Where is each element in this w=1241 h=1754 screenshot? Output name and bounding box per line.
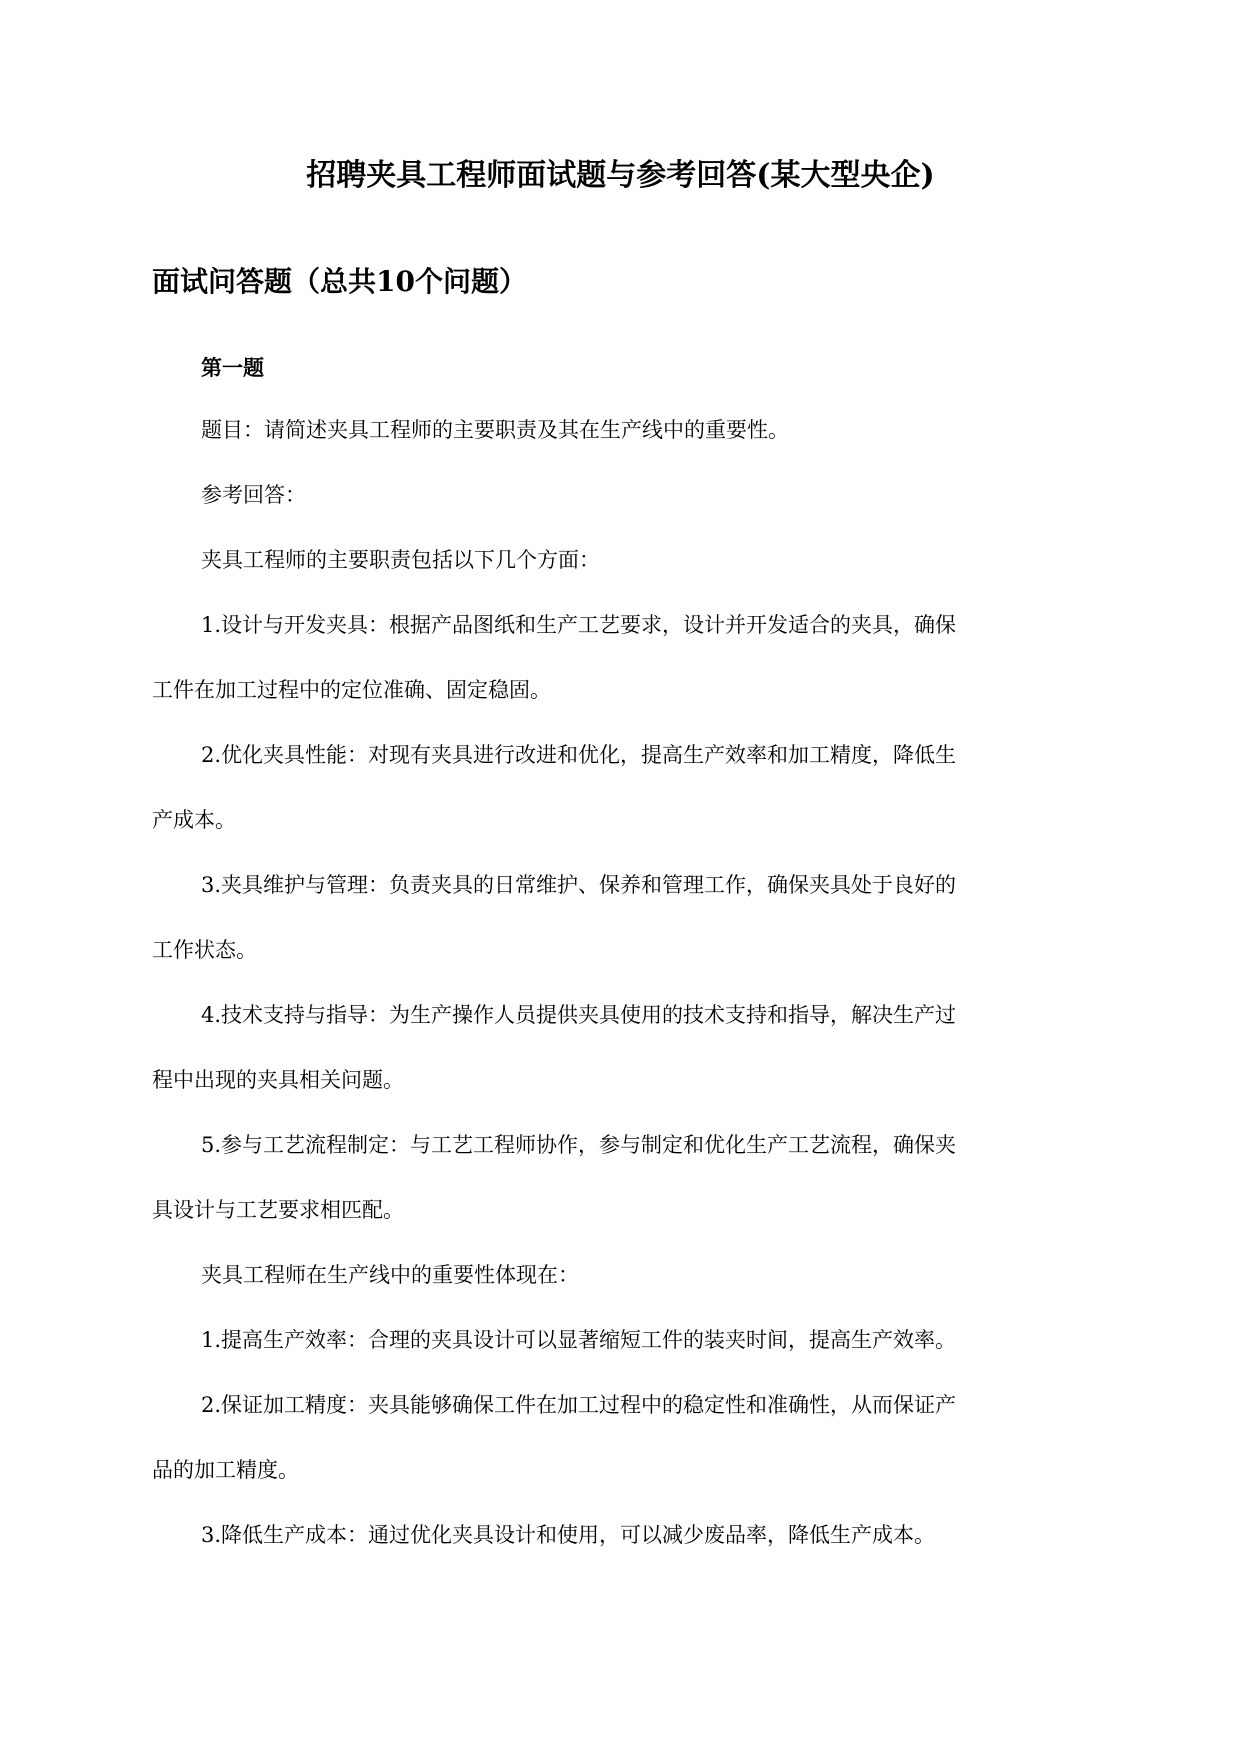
importance-1: 1.提高生产效率：合理的夹具设计可以显著缩短工件的装夹时间，提高生产效率。 <box>201 1328 957 1352</box>
duty-3-line-2: 工作状态。 <box>152 938 257 962</box>
answer-label: 参考回答： <box>201 483 306 507</box>
duty-5-line-1: 5.参与工艺流程制定：与工艺工程师协作，参与制定和优化生产工艺流程，确保夹 <box>201 1133 957 1157</box>
duty-4-line-2: 程中出现的夹具相关问题。 <box>152 1068 404 1092</box>
importance-3: 3.降低生产成本：通过优化夹具设计和使用，可以减少废品率，降低生产成本。 <box>201 1523 936 1547</box>
duty-2-line-2: 产成本。 <box>152 808 236 832</box>
document-title: 招聘夹具工程师面试题与参考回答(某大型央企) <box>306 158 935 193</box>
duty-1-line-2: 工件在加工过程中的定位准确、固定稳固。 <box>152 678 551 702</box>
importance-2-line-2: 品的加工精度。 <box>152 1458 299 1482</box>
duty-5-line-2: 具设计与工艺要求相匹配。 <box>152 1198 404 1222</box>
section-heading: 面试问答题（总共10个问题） <box>152 265 527 298</box>
question-prompt: 题目：请简述夹具工程师的主要职责及其在生产线中的重要性。 <box>201 418 789 442</box>
importance-2-line-1: 2.保证加工精度：夹具能够确保工件在加工过程中的稳定性和准确性，从而保证产 <box>201 1393 957 1417</box>
question-heading: 第一题 <box>201 355 264 380</box>
duties-intro: 夹具工程师的主要职责包括以下几个方面： <box>201 548 600 572</box>
importance-intro: 夹具工程师在生产线中的重要性体现在： <box>201 1263 579 1287</box>
duty-2-line-1: 2.优化夹具性能：对现有夹具进行改进和优化，提高生产效率和加工精度，降低生 <box>201 743 957 767</box>
duty-1-line-1: 1.设计与开发夹具：根据产品图纸和生产工艺要求，设计并开发适合的夹具，确保 <box>201 613 957 637</box>
duty-4-line-1: 4.技术支持与指导：为生产操作人员提供夹具使用的技术支持和指导，解决生产过 <box>201 1003 957 1027</box>
duty-3-line-1: 3.夹具维护与管理：负责夹具的日常维护、保养和管理工作，确保夹具处于良好的 <box>201 873 957 897</box>
